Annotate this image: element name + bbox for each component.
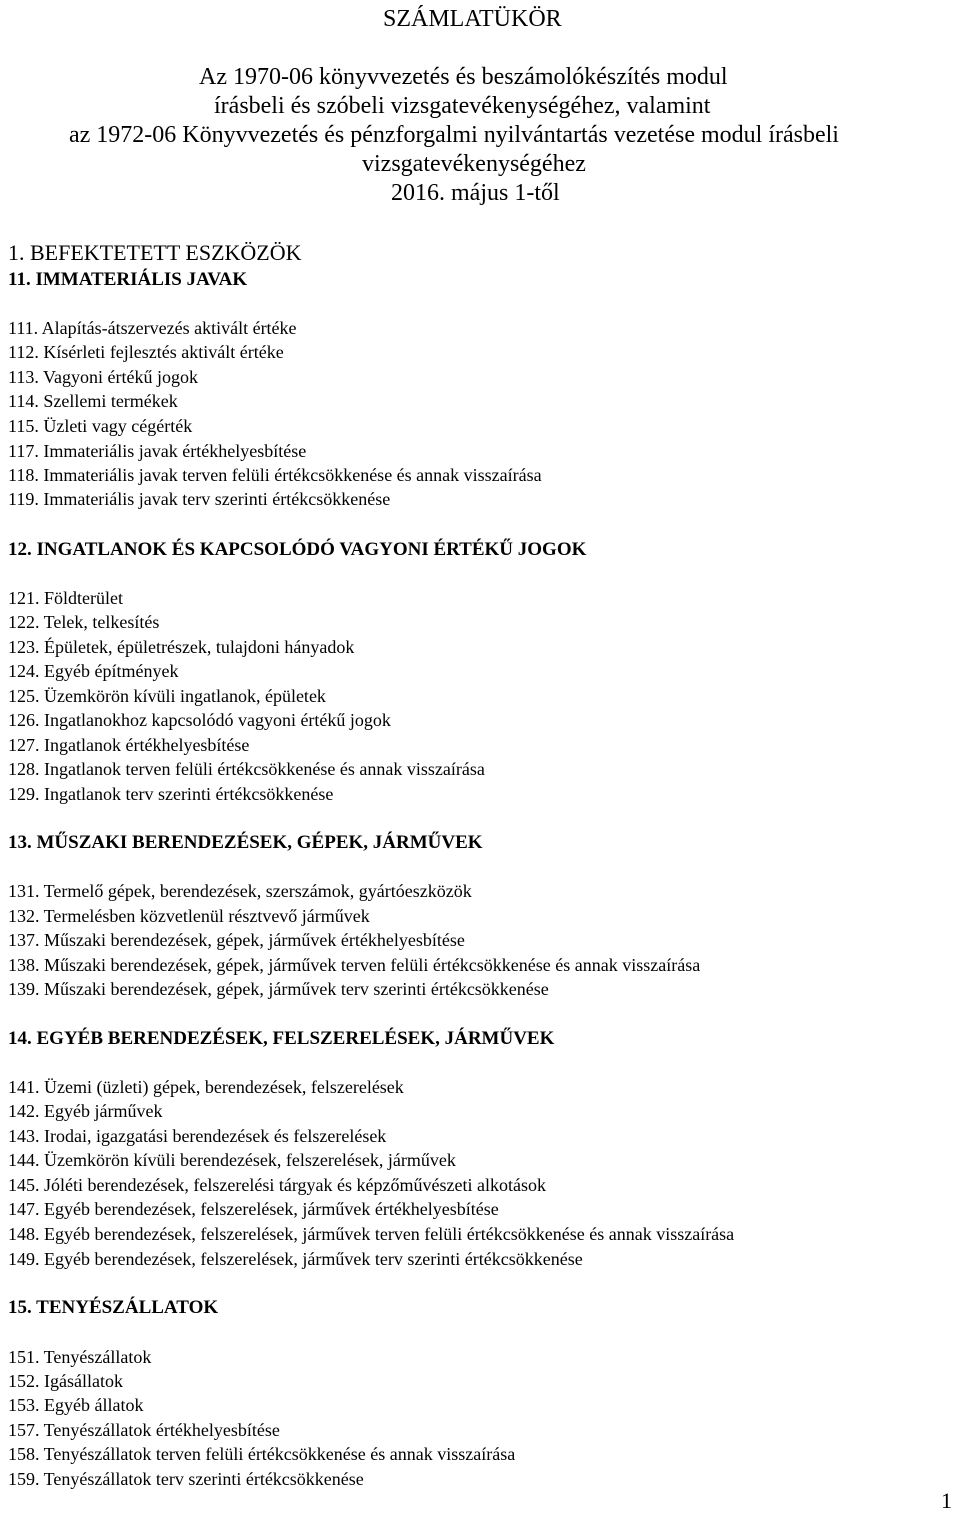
account-item: 141. Üzemi (üzleti) gépek, berendezések, felszerelések <box>8 1077 404 1097</box>
account-item: 144. Üzemkörön kívüli berendezések, felszerelések, járművek <box>8 1150 456 1170</box>
account-item: 149. Egyéb berendezések, felszerelések, járművek terv szerinti értékcsökkenése <box>8 1249 583 1269</box>
account-item: 127. Ingatlanok értékhelyesbítése <box>8 735 250 755</box>
account-item: 142. Egyéb járművek <box>8 1101 163 1121</box>
account-item: 131. Termelő gépek, berendezések, szerszámok, gyártóeszközök <box>8 881 472 901</box>
account-item: 139. Műszaki berendezések, gépek, járművek terv szerinti értékcsökkenése <box>8 979 549 999</box>
account-item: 145. Jóléti berendezések, felszerelési tárgyak és képzőművészeti alkotások <box>8 1175 546 1195</box>
account-item: 114. Szellemi termékek <box>8 391 178 411</box>
account-item: 143. Irodai, igazgatási berendezések és felszerelések <box>8 1126 387 1146</box>
account-item: 121. Földterület <box>8 588 123 608</box>
account-item: 153. Egyéb állatok <box>8 1395 144 1415</box>
subtitle-line: az 1972-06 Könyvvezetés és pénzforgalmi nyilvántartás vezetése modul írásbeli <box>69 122 839 148</box>
subtitle-line: 2016. május 1-től <box>391 180 560 206</box>
account-item: 122. Telek, telkesítés <box>8 612 160 632</box>
account-item: 132. Termelésben közvetlenül résztvevő járművek <box>8 906 370 926</box>
account-item: 118. Immateriális javak terven felüli értékcsökkenése és annak visszaírása <box>8 465 542 485</box>
account-item: 138. Műszaki berendezések, gépek, járművek terven felüli értékcsökkenése és annak visszaírása <box>8 955 701 975</box>
account-item: 137. Műszaki berendezések, gépek, járművek értékhelyesbítése <box>8 930 465 950</box>
account-item: 124. Egyéb építmények <box>8 661 179 681</box>
account-item: 128. Ingatlanok terven felüli értékcsökkenése és annak visszaírása <box>8 759 485 779</box>
page-number: 1 <box>941 1488 952 1513</box>
account-item: 113. Vagyoni értékű jogok <box>8 367 198 387</box>
account-item: 111. Alapítás-átszervezés aktivált értéke <box>8 318 297 338</box>
account-item: 158. Tenyészállatok terven felüli értékcsökkenése és annak visszaírása <box>8 1444 516 1464</box>
account-item: 123. Épületek, épületrészek, tulajdoni hányadok <box>8 637 355 657</box>
account-item: 152. Igásállatok <box>8 1371 123 1391</box>
section-heading: 11. IMMATERIÁLIS JAVAK <box>8 269 248 290</box>
account-item: 148. Egyéb berendezések, felszerelések, járművek terven felüli értékcsökkenése és annak visszaírása <box>8 1224 735 1244</box>
account-item: 159. Tenyészállatok terv szerinti értékcsökkenése <box>8 1469 364 1489</box>
section-heading: 13. MŰSZAKI BERENDEZÉSEK, GÉPEK, JÁRMŰVEK <box>8 832 483 853</box>
section-heading: 15. TENYÉSZÁLLATOK <box>8 1297 219 1318</box>
page-title: SZÁMLATÜKÖR <box>383 6 562 32</box>
section-heading: 12. INGATLANOK ÉS KAPCSOLÓDÓ VAGYONI ÉRTÉKŰ JOGOK <box>8 539 587 560</box>
account-item: 126. Ingatlanokhoz kapcsolódó vagyoni értékű jogok <box>8 710 391 730</box>
account-item: 157. Tenyészállatok értékhelyesbítése <box>8 1420 280 1440</box>
subtitle-line: vizsgatevékenységéhez <box>362 151 586 177</box>
section-heading: 14. EGYÉB BERENDEZÉSEK, FELSZERELÉSEK, JÁRMŰVEK <box>8 1028 555 1049</box>
account-item: 117. Immateriális javak értékhelyesbítése <box>8 441 307 461</box>
subtitle-line: Az 1970-06 könyvvezetés és beszámolókészítés modul <box>199 64 728 90</box>
account-item: 129. Ingatlanok terv szerinti értékcsökkenése <box>8 784 334 804</box>
account-item: 151. Tenyészállatok <box>8 1347 152 1367</box>
account-item: 147. Egyéb berendezések, felszerelések, járművek értékhelyesbítése <box>8 1199 499 1219</box>
subtitle-line: írásbeli és szóbeli vizsgatevékenységéhez, valamint <box>214 93 711 119</box>
account-item: 115. Üzleti vagy cégérték <box>8 416 193 436</box>
account-item: 119. Immateriális javak terv szerinti értékcsökkenése <box>8 489 391 509</box>
account-item: 125. Üzemkörön kívüli ingatlanok, épületek <box>8 686 326 706</box>
account-item: 112. Kísérleti fejlesztés aktivált értéke <box>8 342 284 362</box>
section-heading-main: 1. BEFEKTETETT ESZKÖZÖK <box>8 240 302 265</box>
